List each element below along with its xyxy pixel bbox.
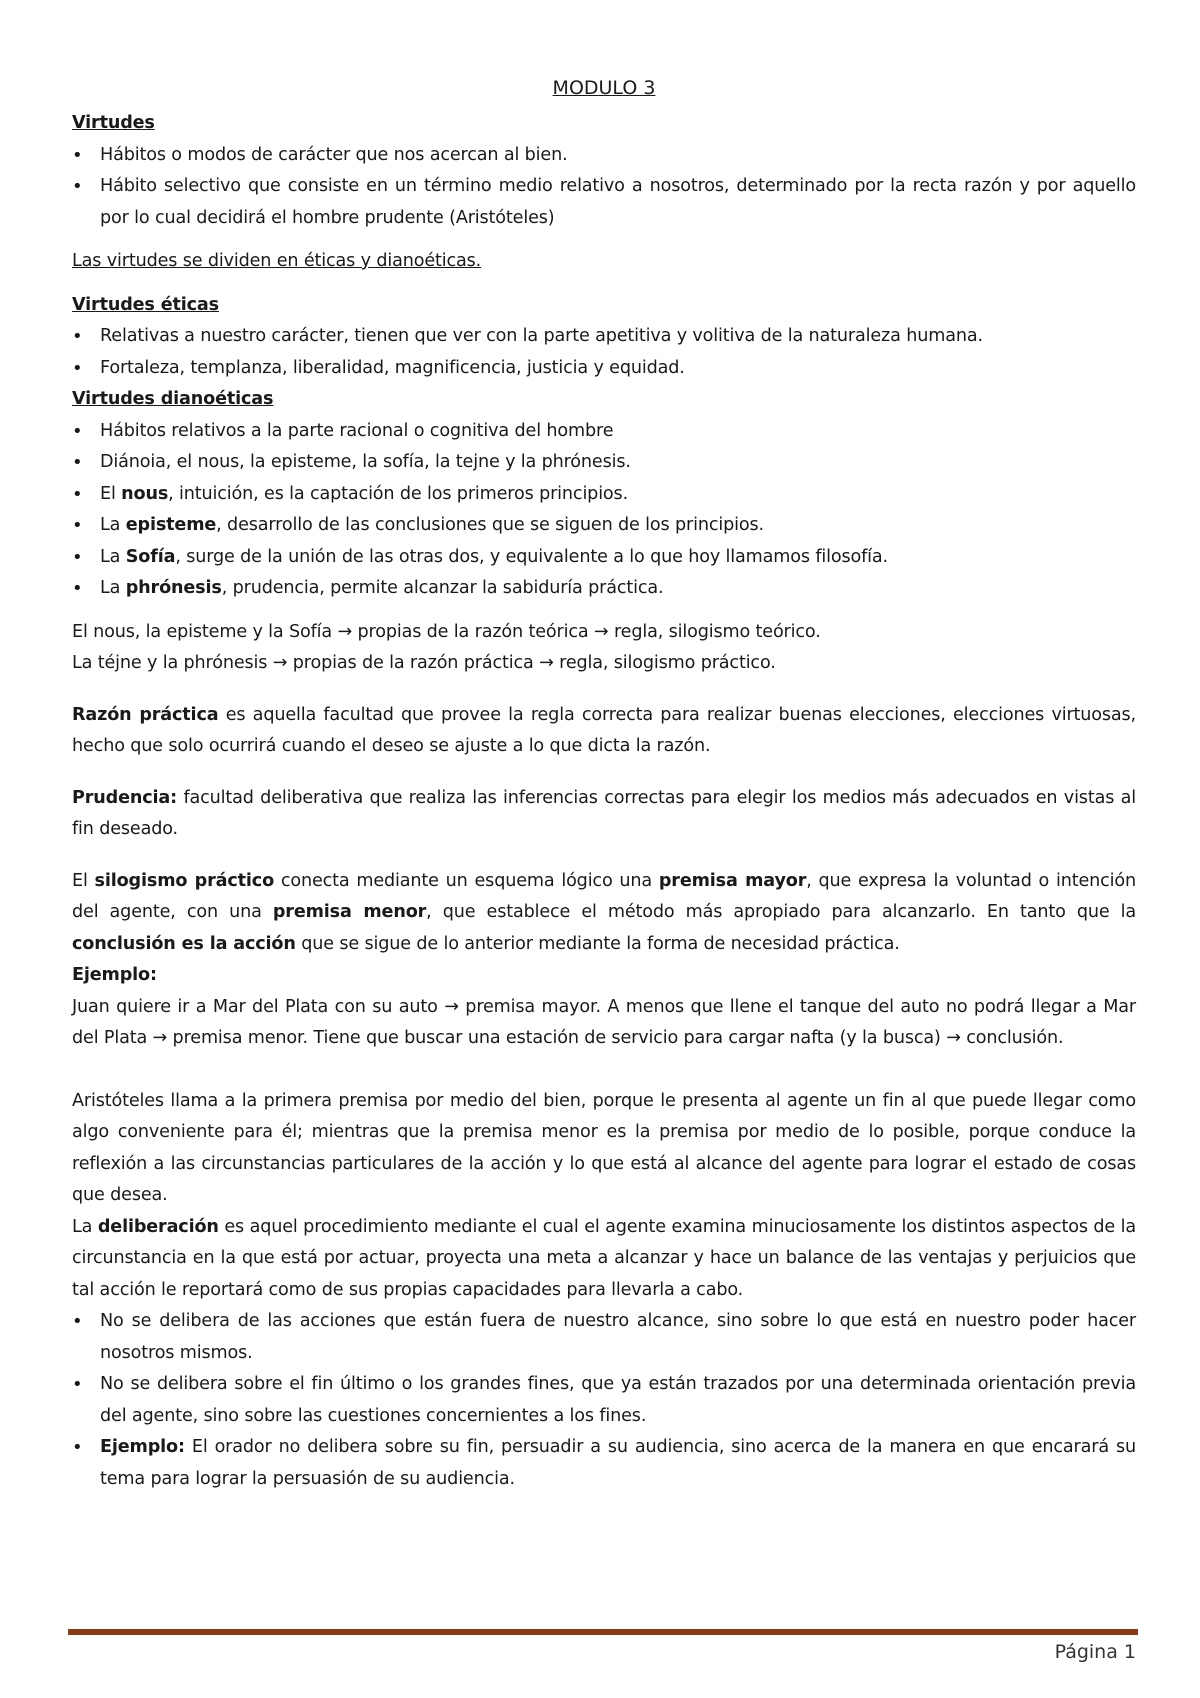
- term-phronesis: phrónesis: [125, 578, 222, 598]
- razon-teorica-line: El nous, la episteme y la Sofía → propias de la razón teórica → regla, silogismo teórico.: [72, 621, 821, 642]
- list-item: • Hábito selectivo que consiste en un término medio relativo a nosotros, determinado por la recta razón y por aquello por lo cual decidirá el hombre prudente (Aristóteles): [72, 171, 1136, 234]
- prudencia-paragraph: [72, 783, 1136, 846]
- term-nous: nous: [121, 483, 169, 504]
- heading-virtudes-dianoeticas: Virtudes dianoéticas: [72, 389, 274, 409]
- text: conecta mediante un esquema lógico una: [274, 870, 659, 891]
- text: El: [72, 870, 95, 891]
- list-item: • Hábitos o modos de carácter que nos acercan al bien.: [72, 140, 1136, 172]
- list-item: • Fortaleza, templanza, liberalidad, magnificencia, justicia y equidad.: [72, 353, 1136, 385]
- list-item: • Relativas a nuestro carácter, tienen que ver con la parte apetitiva y volitiva de la naturaleza humana.: [72, 321, 1136, 353]
- text: es aquel procedimiento mediante el cual el agente examina minuciosamente los distintos aspectos de la circunstancia en la que está por actuar, proyecta una meta a alcanzar y hace un balance de las ventajas y perjuicios que tal acción le reportará como de sus propias capacidades para llevarla a cabo.: [72, 1216, 1137, 1300]
- list-item: [72, 542, 1136, 574]
- deliberacion-paragraph: [72, 1212, 1136, 1307]
- text: , prudencia, permite alcanzar la sabiduría práctica.: [221, 578, 664, 598]
- silogismo-paragraph: [72, 866, 1136, 961]
- ejemplo-label: [72, 960, 1136, 992]
- list-item: [72, 573, 1136, 605]
- text: La: [72, 1216, 98, 1237]
- virtudes-list: [72, 140, 1136, 235]
- document-page: [72, 74, 1136, 1495]
- list-item: [72, 479, 1136, 511]
- text: El: [100, 483, 122, 504]
- page-number: Página 1: [1054, 1641, 1136, 1663]
- text: La: [100, 578, 126, 598]
- text: La: [100, 515, 126, 535]
- term-episteme: episteme: [125, 515, 217, 535]
- ejemplo-heading: Ejemplo:: [72, 965, 157, 985]
- term-premisa-menor: premisa menor: [272, 902, 427, 922]
- list-item: • Diánoia, el nous, la episteme, la sofía, la tejne y la phrónesis.: [72, 447, 1136, 479]
- list-item: • No se delibera sobre el fin último o los grandes fines, que ya están trazados por una determinada orientación previa del agente, sino sobre las cuestiones concernientes a los fines.: [72, 1369, 1136, 1432]
- text: facultad deliberativa que realiza las inferencias correctas para elegir los medios más adecuados en vistas al fin deseado.: [72, 787, 1136, 839]
- document-title: MODULO 3: [552, 77, 656, 99]
- term-premisa-mayor: premisa mayor: [658, 870, 807, 891]
- heading-virtudes: Virtudes: [72, 113, 155, 133]
- term-sofia: Sofía: [125, 546, 176, 567]
- term-razon-practica: Razón práctica: [72, 704, 219, 725]
- text: , intuición, es la captación de los primeros principios.: [168, 483, 629, 504]
- text: , desarrollo de las conclusiones que se siguen de los principios.: [216, 515, 764, 535]
- text: La: [100, 546, 126, 567]
- list-item: [72, 1432, 1136, 1495]
- razon-practica-line: La téjne y la phrónesis → propias de la razón práctica → regla, silogismo práctico.: [72, 653, 776, 673]
- term-deliberacion: deliberación: [97, 1216, 219, 1237]
- heading-virtudes-eticas: Virtudes éticas: [72, 294, 219, 315]
- dianoeticas-list: [72, 416, 1136, 605]
- text: , que establece el método más apropiado para alcanzarlo. En tanto que la: [426, 902, 1136, 922]
- footer-rule: [68, 1629, 1138, 1635]
- division-statement: Las virtudes se dividen en éticas y dianoéticas.: [72, 251, 482, 271]
- term-ejemplo: Ejemplo:: [100, 1437, 185, 1457]
- term-silogismo: silogismo práctico: [94, 870, 275, 891]
- deliberacion-list: [72, 1306, 1136, 1495]
- list-item: [72, 510, 1136, 542]
- eticas-list: [72, 321, 1136, 384]
- list-item: • Hábitos relativos a la parte racional o cognitiva del hombre: [72, 416, 1136, 448]
- ejemplo-paragraph: Juan quiere ir a Mar del Plata con su auto → premisa mayor. A menos que llene el tanque del auto no podrá llegar a Mar del Plata → premisa menor. Tiene que buscar una estación de servicio para cargar nafta (y la busca) → conclusión.: [72, 996, 1136, 1048]
- text: es aquella facultad que provee la regla correcta para realizar buenas elecciones, elecciones virtuosas, hecho que solo ocurrirá cuando el deseo se ajuste a lo que dicta la razón.: [72, 704, 1136, 756]
- term-conclusion: conclusión es la acción: [72, 933, 296, 954]
- term-prudencia: Prudencia:: [72, 787, 178, 808]
- text: , que expresa la voluntad o intención del agente, con una: [72, 870, 1137, 922]
- list-item: • No se delibera de las acciones que están fuera de nuestro alcance, sino sobre lo que está en nuestro poder hacer nosotros mismos.: [72, 1306, 1136, 1369]
- text: que se sigue de lo anterior mediante la forma de necesidad práctica.: [295, 933, 900, 954]
- razon-practica-paragraph: [72, 700, 1136, 763]
- text: , surge de la unión de las otras dos, y equivalente a lo que hoy llamamos filosofía.: [175, 546, 888, 567]
- aristoteles-paragraph: Aristóteles llama a la primera premisa por medio del bien, porque le presenta al agente un fin al que puede llegar como algo conveniente para él; mientras que la premisa menor es la premisa por medio de lo posible, porque conduce la reflexión a las circunstancias particulares de la acción y lo que está al alcance del agente para lograr el estado de cosas que desea.: [72, 1090, 1136, 1205]
- text: El orador no delibera sobre su fin, persuadir a su audiencia, sino acerca de la manera en que encarará su tema para lograr la persuasión de su audiencia.: [100, 1437, 1136, 1489]
